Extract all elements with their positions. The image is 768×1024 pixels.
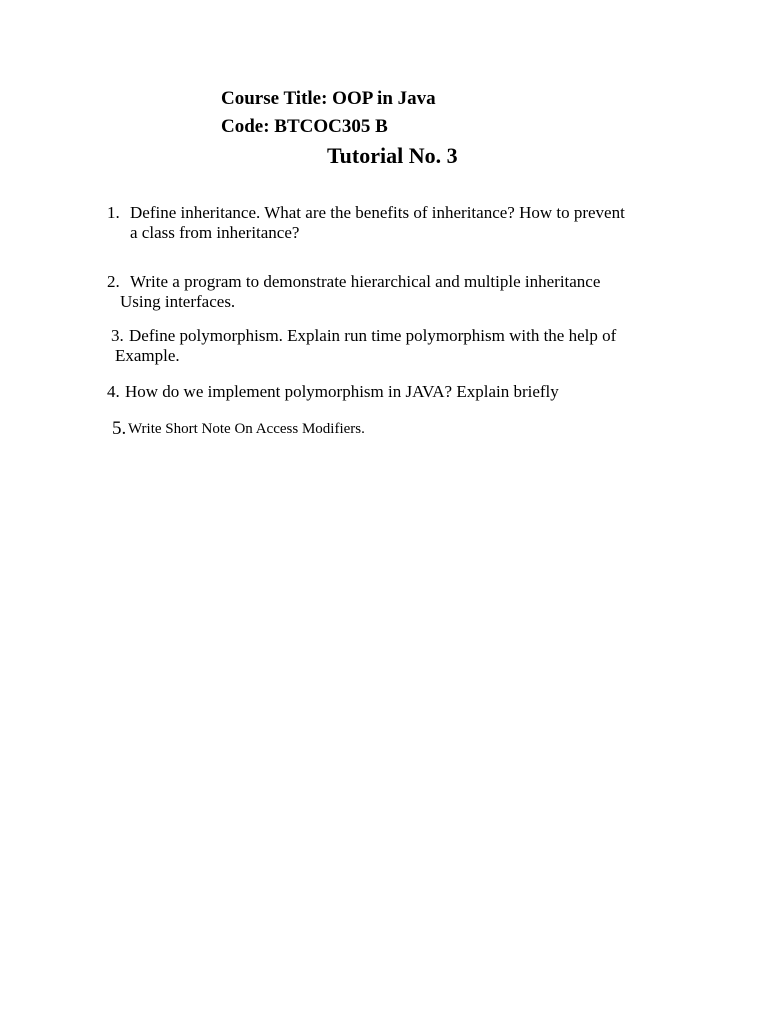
question-3-number: 3. [111, 326, 124, 345]
question-2-number: 2. [107, 272, 120, 291]
question-2-line-1: Write a program to demonstrate hierarchical and multiple inheritance [130, 272, 601, 291]
course-title: Course Title: OOP in Java [221, 88, 436, 109]
tutorial-title: Tutorial No. 3 [327, 143, 458, 168]
question-3-line-1: Define polymorphism. Explain run time polymorphism with the help of [129, 326, 617, 345]
question-5-line-1: Write Short Note On Access Modifiers. [128, 421, 365, 437]
question-2-line-2: Using interfaces. [120, 292, 236, 311]
question-5-number: 5. [112, 418, 127, 439]
question-4-line-1: How do we implement polymorphism in JAVA? Explain briefly [125, 382, 559, 401]
course-code: Code: BTCOC305 B [221, 116, 388, 137]
question-1-line-1: Define inheritance. What are the benefits of inheritance? How to prevent [130, 203, 625, 222]
question-1-line-2: a class from inheritance? [130, 223, 300, 242]
question-1-number: 1. [107, 203, 120, 222]
question-3-line-2: Example. [115, 346, 180, 365]
question-4-number: 4. [107, 382, 120, 401]
